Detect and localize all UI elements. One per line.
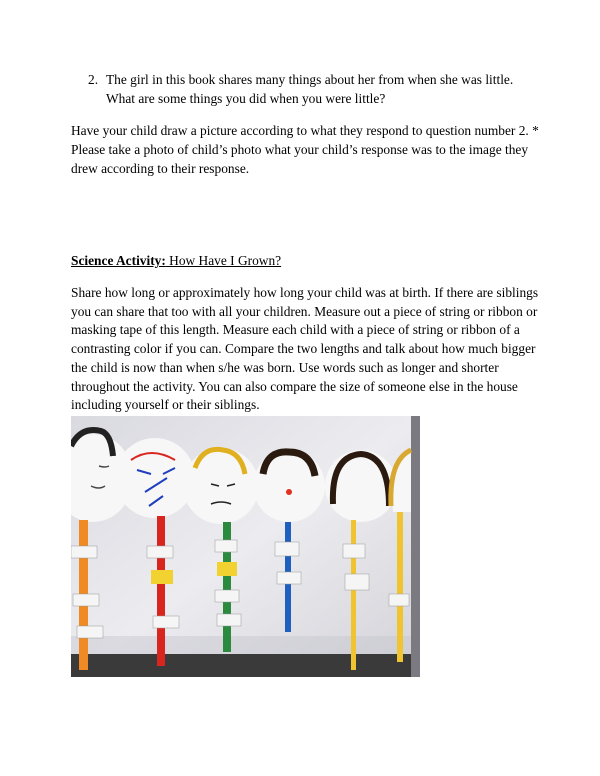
list-number: 2. [88, 72, 99, 87]
science-activity-paragraph: Share how long or approximately how long your child was at birth. If there are siblings you can share that too with all your children. Measure out a piece of string or ribbon or masking tape of this length. Measure each child with a piece of string or ribbon of a contrasting color if you can. Compare the two lengths and talk about how much bigger the child is now than when s/he was born. Use words such as longer and shorter throughout the activity. You can also compare the size of someone else in the house including yourself or their siblings. [71, 285, 539, 413]
list-item-text: The girl in this book shares many things about her from when she was little. What are some things you did when you were little? [106, 72, 514, 106]
activity-photo [71, 416, 420, 677]
heading-title: How Have I Grown? [165, 253, 282, 268]
science-activity-heading [71, 251, 281, 270]
drawing-instructions-paragraph: Have your child draw a picture according to what they respond to question number 2. * Please take a photo of child’s photo what your child’s response was to the image they drew according to their response. [71, 123, 539, 176]
heading-label: Science Activity: [71, 253, 166, 268]
